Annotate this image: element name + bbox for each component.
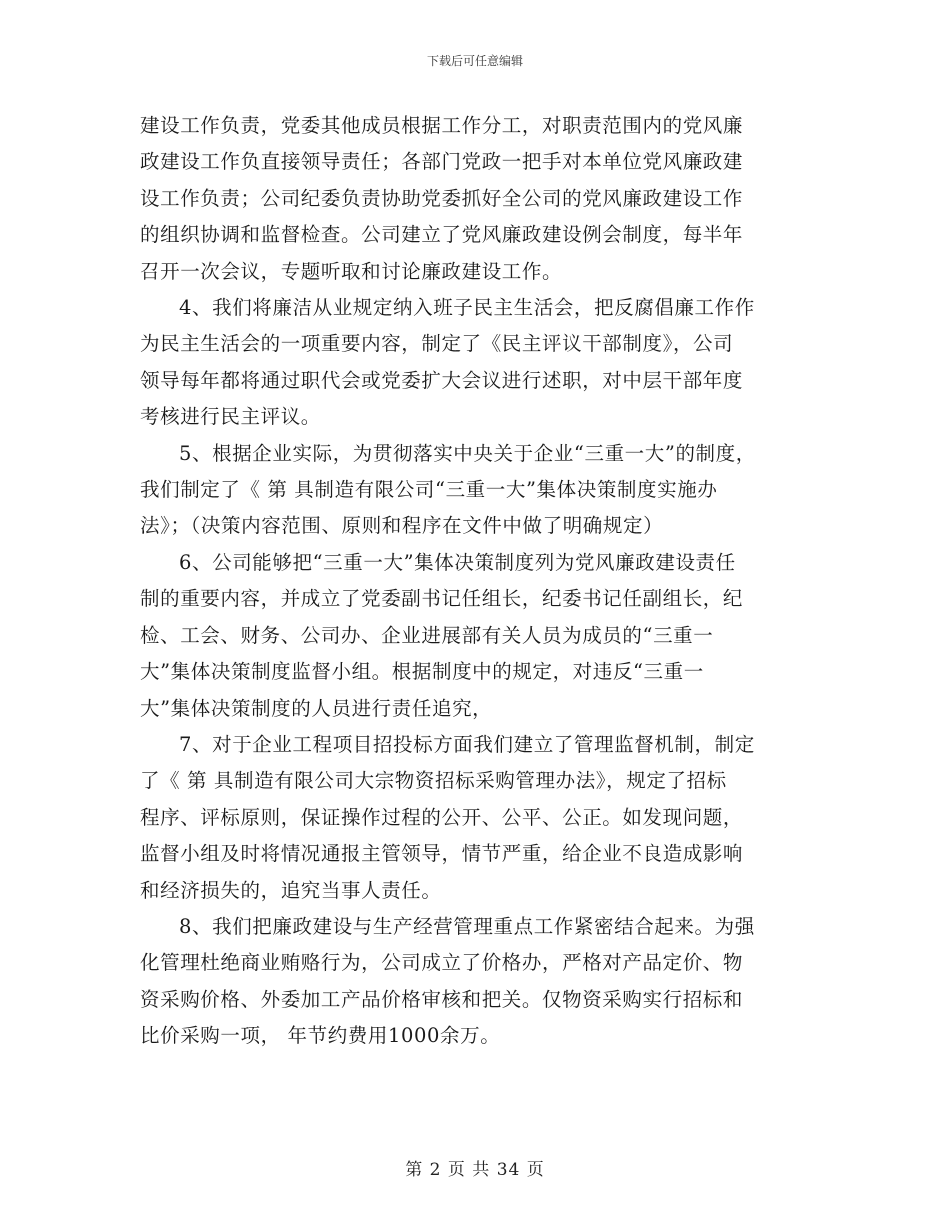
text-line: 监督小组及时将情况通报主管领导，情节严重，给企业不良造成影响 xyxy=(140,842,744,866)
text-line: 召开一次会议，专题听取和讨论廉政建设工作。 xyxy=(140,259,563,283)
text-line: 建设工作负责，党委其他成员根据工作分工，对职责范围内的党风廉 xyxy=(140,114,744,137)
document-body xyxy=(140,108,820,1055)
text-line: 考核进行民主评议。 xyxy=(140,405,321,429)
text-line: 设工作负责；公司纪委负责协助党委抓好全公司的党风廉政建设工作 xyxy=(140,186,744,210)
paragraph-5 xyxy=(140,727,820,909)
text-line: 程序、评标原则，保证操作过程的公开、公平、公正。如发现问题， xyxy=(140,805,744,829)
text-line: 了《 第 具制造有限公司大宗物资招标采购管理办法》，规定了招标 xyxy=(140,769,727,793)
text-line: 4、我们将廉洁从业规定纳入班子民主生活会，把反腐倡廉工作作 xyxy=(179,296,755,320)
text-line: 为民主生活会的一项重要内容，制定了《民主评议干部制度》，公司 xyxy=(140,332,734,356)
text-line: 化管理杜绝商业贿赂行为，公司成立了价格办，严格对产品定价、物 xyxy=(140,951,744,975)
text-line: 政建设工作负直接领导责任；各部门党政一把手对本单位党风廉政建 xyxy=(140,150,744,174)
paragraph-4 xyxy=(140,545,820,727)
text-line: 的组织协调和监督检查。公司建立了党风廉政建设例会制度，每半年 xyxy=(140,223,744,247)
paragraph-2 xyxy=(140,290,820,436)
text-line: 领导每年都将通过职代会或党委扩大会议进行述职，对中层干部年度 xyxy=(140,368,744,392)
text-line: 资采购价格、外委加工产品价格审核和把关。仅物资采购实行招标和 xyxy=(140,987,744,1011)
text-line: 5、根据企业实际，为贯彻落实中央关于企业“三重一大”的制度， xyxy=(179,441,756,465)
page-number-footer: 第 2 页 共 34 页 xyxy=(405,1160,545,1180)
text-line: 大”集体决策制度监督小组。根据制度中的规定，对违反“三重一 xyxy=(140,660,704,684)
page-header: 下载后可任意编辑 xyxy=(426,54,523,68)
text-line: 制的重要内容，并成立了党委副书记任组长，纪委书记任副组长，纪 xyxy=(140,587,744,611)
text-line: 检、工会、财务、公司办、企业进展部有关人员为成员的“三重一 xyxy=(140,623,714,647)
text-line: 大”集体决策制度的人员进行责任追究， xyxy=(140,696,493,720)
text-line: 7、对于企业工程项目招投标方面我们建立了管理监督机制，制定 xyxy=(179,732,755,756)
paragraph-3 xyxy=(140,436,820,545)
text-line: 8、我们把廉政建设与生产经营管理重点工作紧密结合起来。为强 xyxy=(179,914,755,938)
text-line: 比价采购一项， 年节约费用1000余万。 xyxy=(140,1024,501,1048)
text-line: 法》；（决策内容范围、原则和程序在文件中做了明确规定） xyxy=(140,514,664,538)
paragraph-6 xyxy=(140,909,820,1055)
text-line: 6、公司能够把“三重一大”集体决策制度列为党风廉政建设责任 xyxy=(179,550,736,574)
paragraph-1 xyxy=(140,108,820,290)
text-line: 和经济损失的，追究当事人责任。 xyxy=(140,878,442,902)
text-line: 我们制定了《 第 具制造有限公司“三重一大”集体决策制度实施办 xyxy=(140,478,718,502)
